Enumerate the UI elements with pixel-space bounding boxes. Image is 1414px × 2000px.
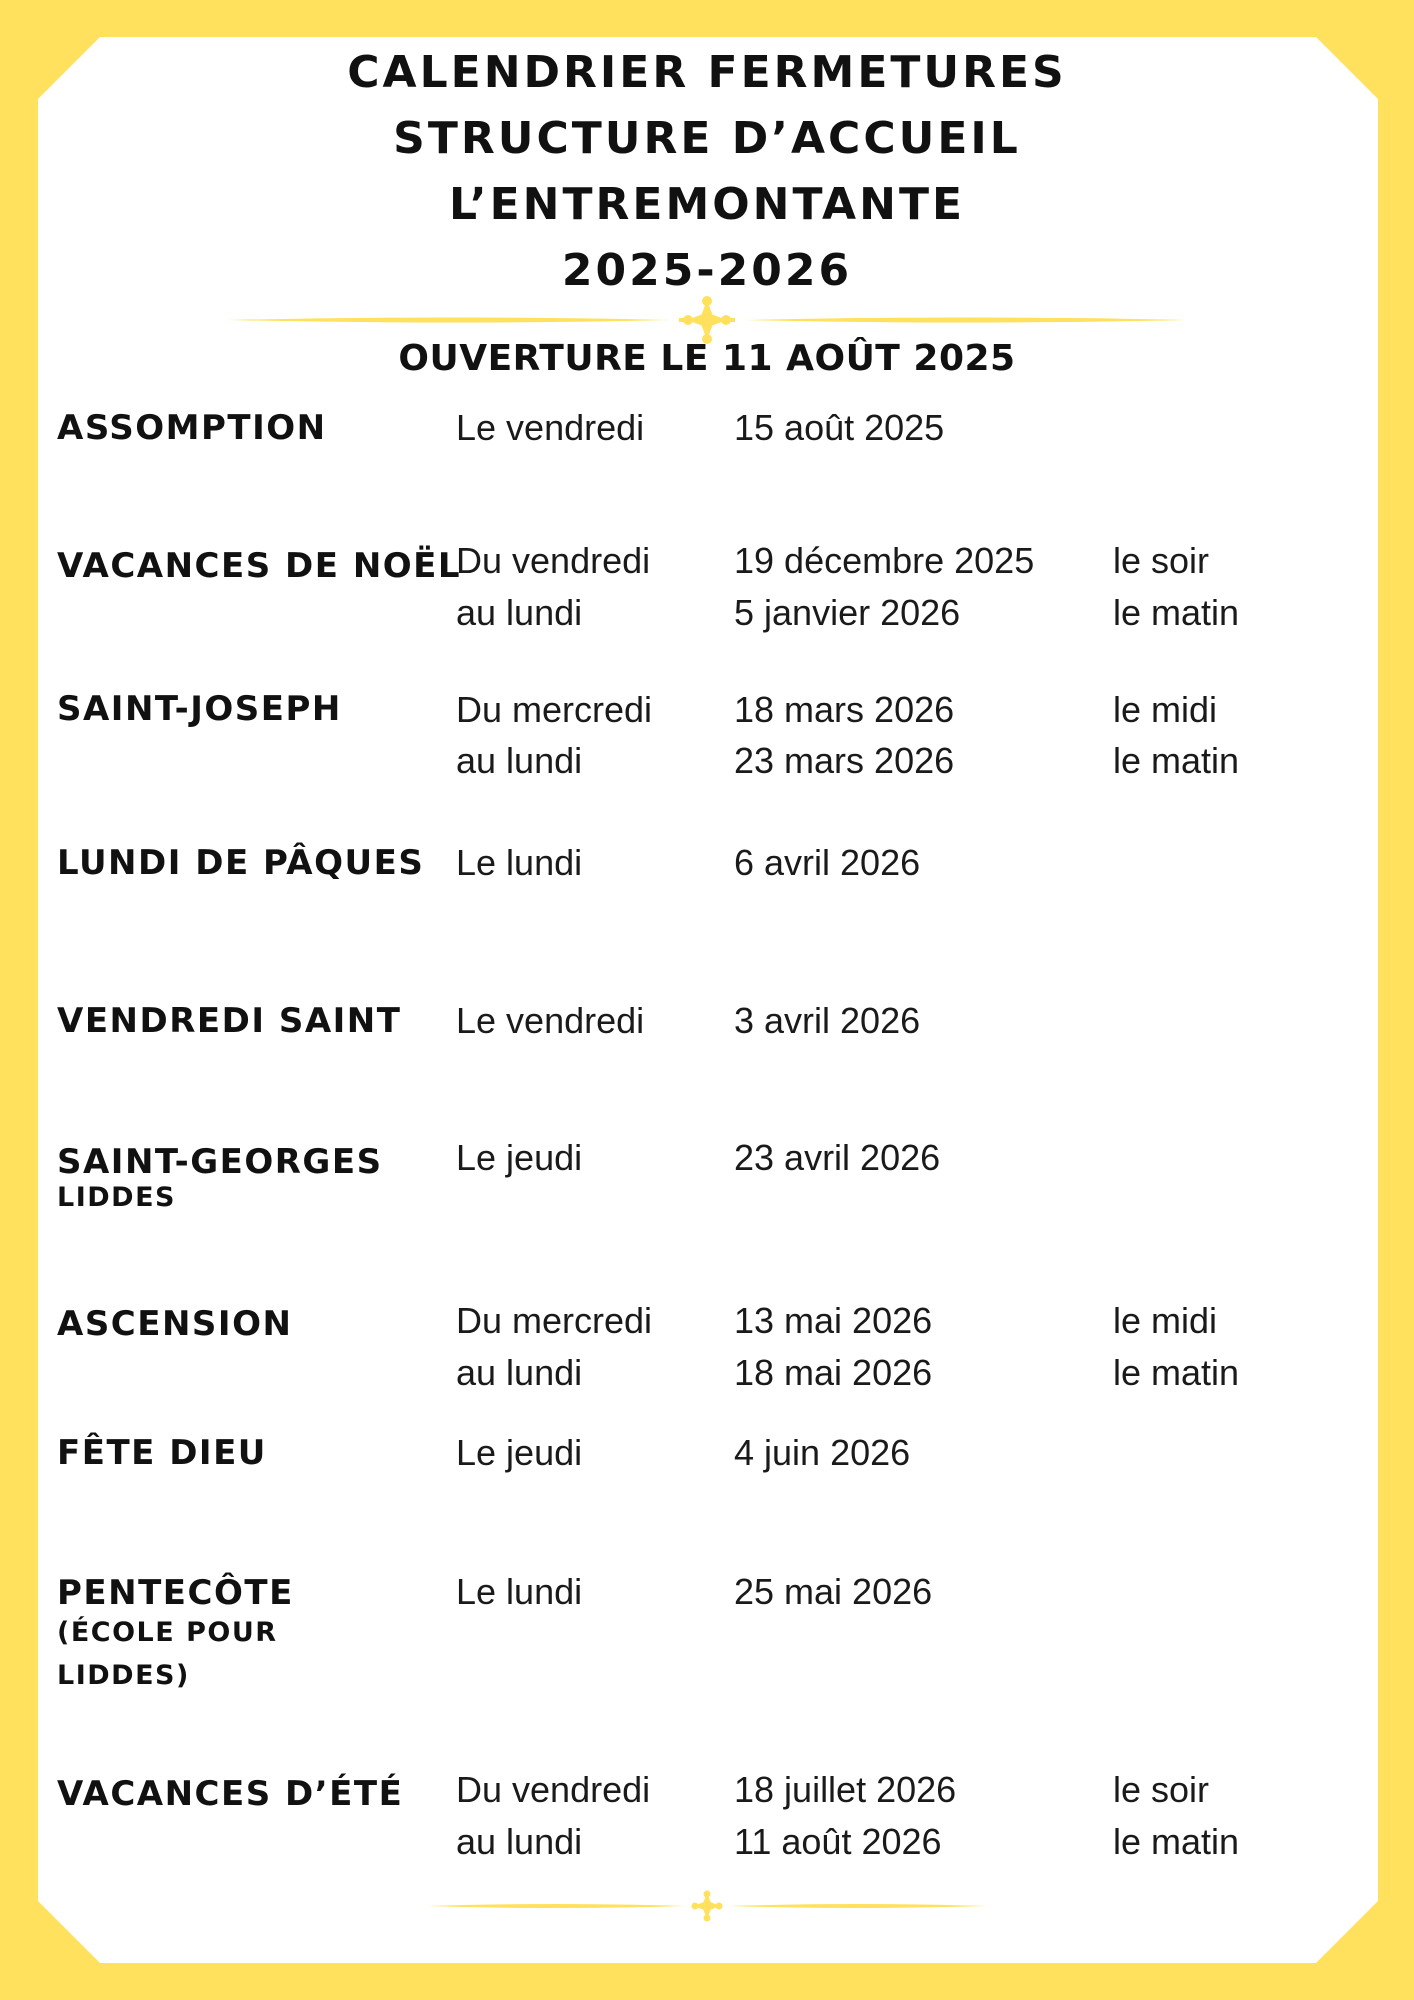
closure-label: VENDREDI SAINT: [57, 1001, 402, 1041]
closure-to-time: le matin: [1113, 740, 1240, 781]
top-ornament-divider: [0, 296, 1414, 344]
closure-to-day: au lundi: [456, 592, 583, 633]
title-line-4: 2025-2026: [561, 245, 853, 296]
closure-from-time: le midi: [1113, 1300, 1218, 1341]
closure-date: 3 avril 2026: [734, 1000, 921, 1041]
closure-label: FÊTE DIEU: [57, 1433, 267, 1473]
closure-from-day: Du vendredi: [456, 1769, 651, 1810]
closure-label: VACANCES D’ÉTÉ: [57, 1774, 404, 1814]
closure-sublabel-line-1: (ÉCOLE POUR: [57, 1617, 278, 1648]
closure-to-date: 23 mars 2026: [734, 740, 955, 781]
title-line-3: L’ENTREMONTANTE: [448, 179, 966, 230]
closure-date: 23 avril 2026: [734, 1137, 941, 1178]
closure-to-date: 18 mai 2026: [734, 1352, 933, 1393]
title-line-2: STRUCTURE D’ACCUEIL: [393, 113, 1021, 164]
closure-day: Le lundi: [456, 1571, 583, 1612]
closure-day: Le jeudi: [456, 1137, 583, 1178]
closure-from-time: le midi: [1113, 689, 1218, 730]
closure-to-day: au lundi: [456, 1352, 583, 1393]
bottom-ornament-divider: [0, 1890, 1414, 1922]
closure-from-date: 13 mai 2026: [734, 1300, 933, 1341]
closure-date: 6 avril 2026: [734, 842, 921, 883]
closure-date: 15 août 2025: [734, 407, 945, 448]
closure-day: Le vendredi: [456, 407, 645, 448]
closure-to-time: le matin: [1113, 1352, 1240, 1393]
closure-from-day: Du mercredi: [456, 689, 653, 730]
closure-day: Le lundi: [456, 842, 583, 883]
fleur-de-lis-cross-icon: [427, 1890, 987, 1922]
closure-date: 25 mai 2026: [734, 1571, 933, 1612]
closure-sublabel-line-2: LIDDES): [57, 1660, 190, 1691]
title-line-1: CALENDRIER FERMETURES: [347, 47, 1067, 98]
closure-from-date: 19 décembre 2025: [734, 540, 1035, 581]
closure-to-time: le matin: [1113, 592, 1240, 633]
closure-label: ASCENSION: [57, 1304, 293, 1344]
closure-day: Le vendredi: [456, 1000, 645, 1041]
closure-from-time: le soir: [1113, 540, 1210, 581]
closure-label: VACANCES DE NOËL: [57, 546, 462, 586]
closure-label: PENTECÔTE: [57, 1573, 294, 1613]
closure-to-date: 11 août 2026: [734, 1821, 942, 1862]
closure-to-day: au lundi: [456, 740, 583, 781]
closure-from-date: 18 juillet 2026: [734, 1769, 957, 1810]
closure-to-time: le matin: [1113, 1821, 1240, 1862]
closure-label: SAINT-GEORGES: [57, 1142, 383, 1182]
closure-to-day: au lundi: [456, 1821, 583, 1862]
closure-date: 4 juin 2026: [734, 1432, 911, 1473]
closure-label: SAINT-JOSEPH: [57, 689, 342, 729]
closure-day: Le jeudi: [456, 1432, 583, 1473]
closure-from-date: 18 mars 2026: [734, 689, 955, 730]
closure-from-day: Du vendredi: [456, 540, 651, 581]
closure-from-time: le soir: [1113, 1769, 1210, 1810]
fleur-de-lis-cross-icon: [227, 296, 1187, 344]
closure-sublabel: LIDDES: [57, 1182, 176, 1213]
closure-label: LUNDI DE PÂQUES: [57, 843, 425, 883]
closure-from-day: Du mercredi: [456, 1300, 653, 1341]
closure-to-date: 5 janvier 2026: [734, 592, 961, 633]
opening-date-heading: OUVERTURE LE 11 AOÛT 2025: [398, 338, 1016, 379]
closure-label: ASSOMPTION: [57, 408, 327, 448]
